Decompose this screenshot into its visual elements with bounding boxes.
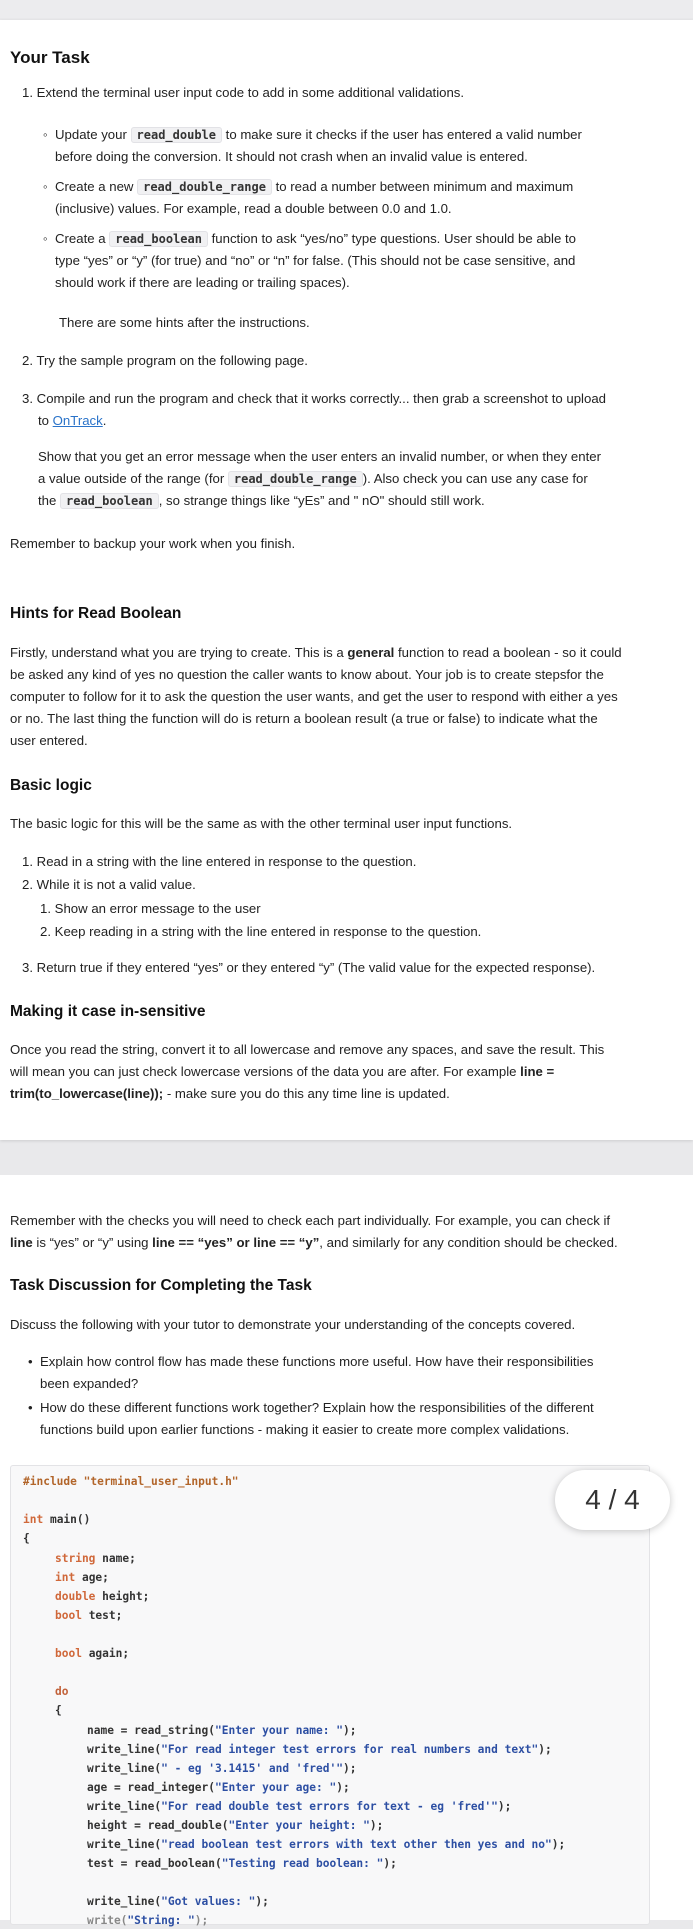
document-page-1 bbox=[0, 20, 693, 1140]
case-insensitive-heading: Making it case in-sensitive bbox=[10, 1003, 206, 1020]
show-paragraph: Show that you get an error message when the user enters an invalid number, or when they enter a value outside of the range (for read_double_range ). Also check you can use any case for the read_boolean , so strange things like “yEs” and " nO" should still work. bbox=[38, 449, 601, 508]
remember-paragraph: Remember with the checks you will need to check each part individually. For example, you can check if line is “yes” or “y” using line == “yes” or line == “y”, and similarly for any condition should be checked. bbox=[10, 1213, 618, 1250]
basic-item-3: 3. Return true if they entered “yes” or they entered “y” (The valid value for the expected response). bbox=[22, 960, 596, 975]
case-paragraph: Once you read the string, convert it to all lowercase and remove any spaces, and save the result. This will mean you can just check lowercase versions of the data you are after. For example line = trim(to_lowercase(line)); - make sure you do this any time line is updated. bbox=[10, 1042, 605, 1101]
page-indicator: 4 / 4 bbox=[555, 1470, 670, 1530]
hints-note: There are some hints after the instructions. bbox=[59, 315, 310, 330]
code-body-line-7: write_line("read boolean test errors with text other then yes and no"); bbox=[87, 1838, 566, 1851]
code-decl-double: double height; bbox=[55, 1590, 150, 1603]
code-decl-int: int age; bbox=[55, 1571, 109, 1584]
sub-item-read-double-range: ◦ Create a new read_double_range to read a number between minimum and maximum (inclusive) values. For example, read a double between 0.0 and 1.0. bbox=[43, 179, 574, 216]
backup-note: Remember to backup your work when you finish. bbox=[10, 536, 296, 551]
code-read-double: read_double bbox=[131, 127, 222, 143]
basic-item-1: 1. Read in a string with the line entered in response to the question. bbox=[22, 854, 417, 869]
code-body-line-1: name = read_string("Enter your name: "); bbox=[87, 1724, 357, 1737]
discussion-intro: Discuss the following with your tutor to demonstrate your understanding of the concepts covered. bbox=[10, 1317, 576, 1332]
code-main-line: int main() bbox=[23, 1513, 91, 1526]
sample-code-block bbox=[10, 1465, 650, 1925]
code-body-line-8: test = read_boolean("Testing read boolean: "); bbox=[87, 1857, 397, 1870]
code-decl-again: bool again; bbox=[55, 1647, 130, 1660]
task-item-3: 3. Compile and run the program and check that it works correctly... then grab a screenshot to upload to OnTrack. bbox=[22, 391, 606, 428]
code-read-double-range: read_double_range bbox=[137, 179, 272, 195]
code-decl-string: string name; bbox=[55, 1552, 136, 1565]
task-item-1: 1. Extend the terminal user input code to add in some additional validations. bbox=[22, 85, 465, 100]
code-do-brace: { bbox=[55, 1704, 62, 1717]
ontrack-link[interactable]: OnTrack bbox=[52, 413, 103, 428]
code-body-line-3: write_line(" - eg '3.1415' and 'fred'"); bbox=[87, 1762, 357, 1775]
discussion-heading: Task Discussion for Completing the Task bbox=[10, 1277, 312, 1294]
task-item-2: 2. Try the sample program on the following page. bbox=[22, 353, 308, 368]
code-body-line-6: height = read_double("Enter your height: "); bbox=[87, 1819, 384, 1832]
basic-sub-item-1: 1. Show an error message to the user bbox=[40, 901, 261, 916]
code-tail-line-2: write("String: "); bbox=[87, 1914, 209, 1927]
your-task-heading: Your Task bbox=[10, 48, 90, 67]
basic-logic-heading: Basic logic bbox=[10, 777, 92, 794]
code-body-line-5: write_line("For read double test errors for text - eg 'fred'"); bbox=[87, 1800, 512, 1813]
sub-item-read-boolean: ◦ Create a read_boolean function to ask “yes/no” type questions. User should be able to type “yes” or “y” (for true) and “no” or “n” for false. (This should not be case sensitive, and should work if there are leading or trailing spaces). bbox=[43, 231, 576, 290]
code-read-boolean-2: read_boolean bbox=[60, 493, 159, 509]
code-tail-line-1: write_line("Got values: "); bbox=[87, 1895, 269, 1908]
basic-logic-intro: The basic logic for this will be the same as with the other terminal user input functions. bbox=[10, 816, 513, 831]
code-body-line-2: write_line("For read integer test errors for real numbers and text"); bbox=[87, 1743, 552, 1756]
code-read-double-range-2: read_double_range bbox=[228, 471, 363, 487]
basic-sub-item-2: 2. Keep reading in a string with the line entered in response to the question. bbox=[40, 924, 482, 939]
basic-item-2: 2. While it is not a valid value. bbox=[22, 877, 196, 892]
hints-paragraph: Firstly, understand what you are trying to create. This is a general function to read a boolean - so it could be asked any kind of yes no question the caller wants to know about. Your job is to create stepsfor the computer to follow for it to ask the question the user wants, and get the user to respond with either a yes or no. The last thing the function will do is return a boolean result (a true or false) to indicate what the user entered. bbox=[10, 645, 622, 748]
code-open-brace: { bbox=[23, 1532, 30, 1545]
code-read-boolean: read_boolean bbox=[109, 231, 208, 247]
code-do-line: do bbox=[55, 1685, 69, 1698]
sub-item-read-double: ◦ Update your read_double to make sure it checks if the user has entered a valid number before doing the conversion. It should not crash when an invalid value is entered. bbox=[43, 127, 582, 164]
hints-heading: Hints for Read Boolean bbox=[10, 605, 182, 622]
top-toolbar-strip bbox=[0, 0, 693, 18]
code-body-line-4: age = read_integer("Enter your age: "); bbox=[87, 1781, 350, 1794]
discussion-bullet-1: • Explain how control flow has made these functions more useful. How have their responsibilities been expanded? bbox=[28, 1354, 594, 1391]
code-decl-bool: bool test; bbox=[55, 1609, 123, 1622]
code-include-line: #include "terminal_user_input.h" bbox=[23, 1475, 239, 1488]
discussion-bullet-2: • How do these different functions work together? Explain how the responsibilities of the different functions build upon earlier functions - making it easier to create more complex validations. bbox=[28, 1400, 594, 1437]
document-page-2 bbox=[0, 1175, 693, 1927]
